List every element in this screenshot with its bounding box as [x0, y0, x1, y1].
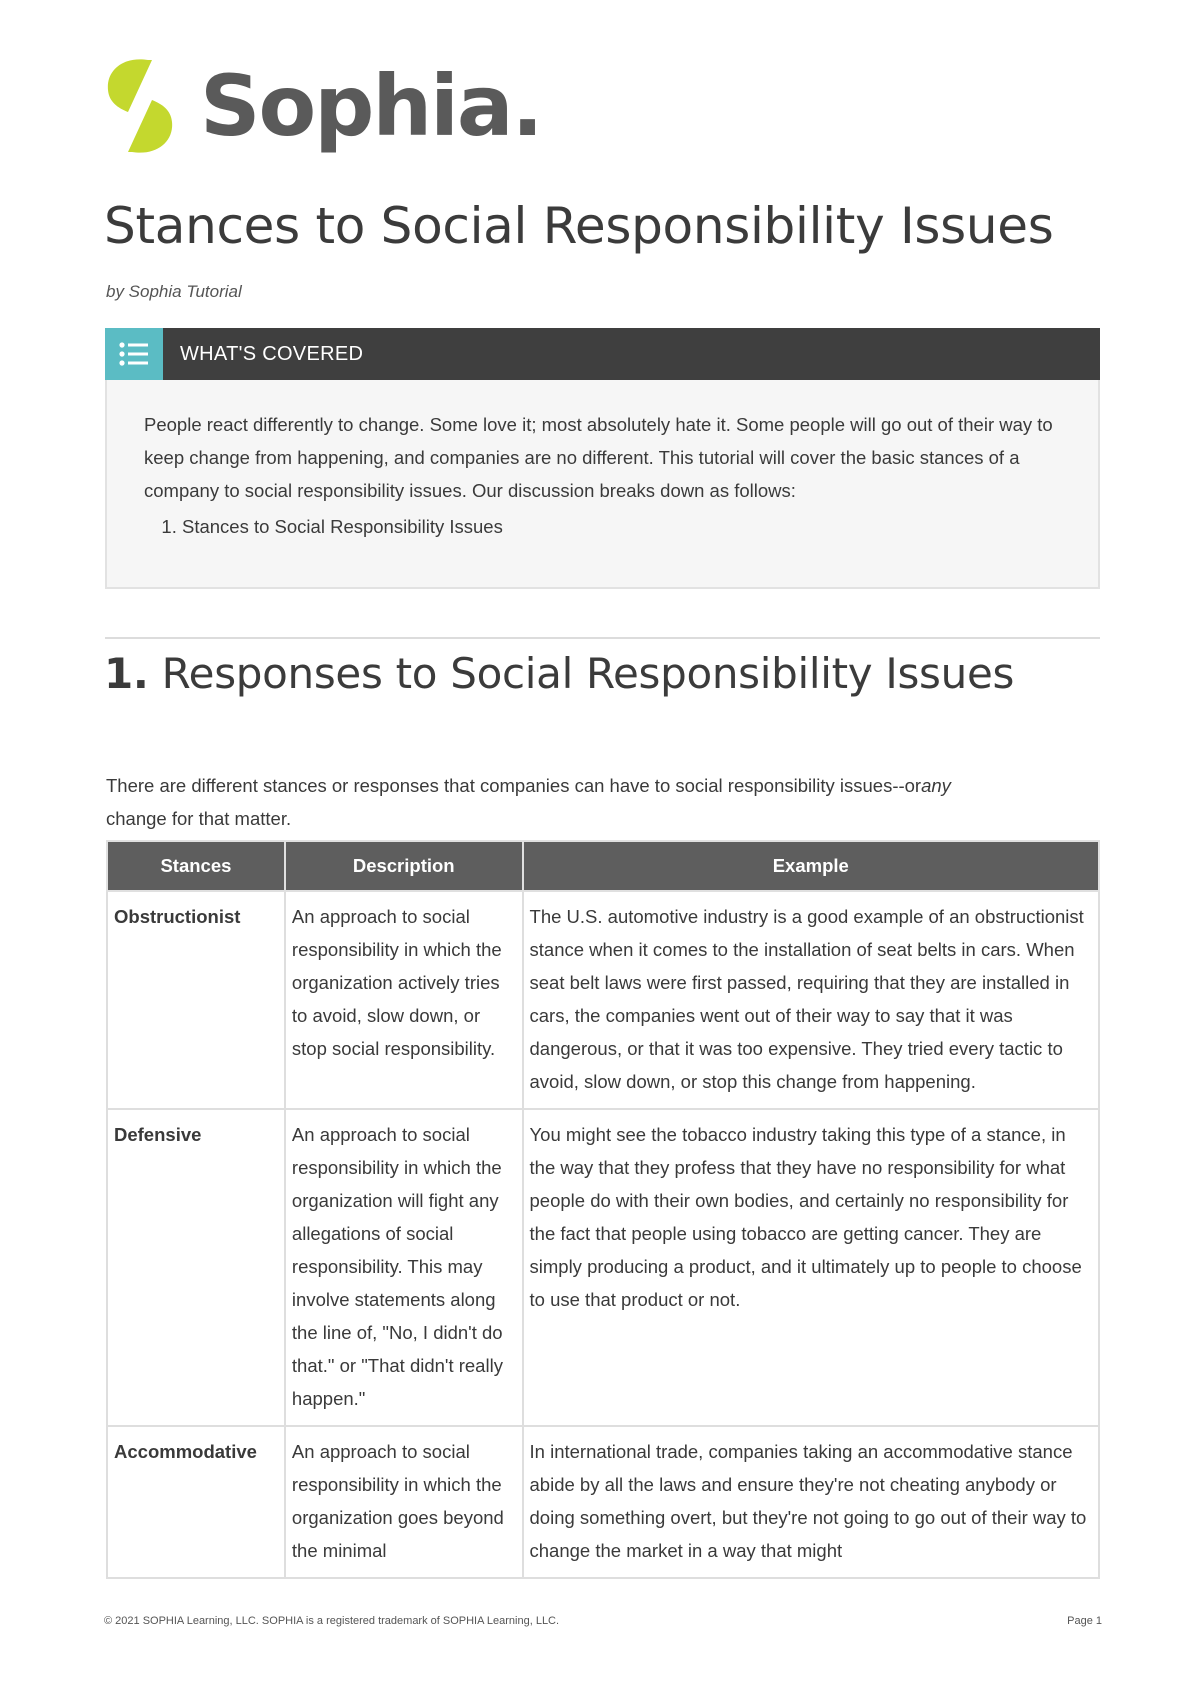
section-number: 1.: [104, 649, 149, 698]
table-header-row: [107, 841, 1099, 891]
covered-list-item: 1. Stances to Social Responsibility Issues: [182, 512, 1064, 542]
stance-cell: Accommodative: [107, 1426, 285, 1578]
stance-cell: Defensive: [107, 1109, 285, 1426]
stances-table: [106, 840, 1100, 1579]
section-divider: [105, 637, 1100, 639]
example-cell: The U.S. automotive industry is a good example of an obstructionist stance when it comes to the installation of seat belts in cars. When seat belt laws were first passed, requiring that they are installed in cars, the companies went out of their way to say that it was dangerous, or that it was too expensive. They tried every tactic to avoid, slow down, or stop this change from happening.: [523, 891, 1099, 1109]
column-header: Description: [285, 841, 523, 891]
example-cell: In international trade, companies taking an accommodative stance abide by all the laws and ensure they're not cheating anybody or doing something overt, but they're not going to go out of their way to change the market in a way that might: [523, 1426, 1099, 1578]
whats-covered-body: [144, 408, 1064, 542]
byline: by Sophia Tutorial: [106, 282, 242, 301]
section-title: Responses to Social Responsibility Issues: [161, 649, 1015, 698]
footer-copyright: © 2021 SOPHIA Learning, LLC. SOPHIA is a registered trademark of SOPHIA Learning, LLC.: [104, 1615, 560, 1627]
sophia-logo: [104, 56, 542, 156]
sophia-s-logo-icon: [104, 56, 176, 156]
example-cell: You might see the tobacco industry taking this type of a stance, in the way that they profess that they have no responsibility for what people do with their own bodies, and certainly no responsibility for the fact that people using tobacco are getting cancer. They are simply producing a product, and it ultimately up to people to choose to use that product or not.: [523, 1109, 1099, 1426]
stance-cell: Obstructionist: [107, 891, 285, 1109]
column-header: Example: [523, 841, 1099, 891]
document-title: Stances to Social Responsibility Issues: [104, 197, 1054, 255]
whats-covered-box: [105, 328, 1100, 589]
whats-covered-text: People react differently to change. Some love it; most absolutely hate it. Some people will go out of their way to keep change from happening, and companies are no different. This tutorial will cover the basic stances of a company to social responsibility issues. Our discussion breaks down as follows:: [144, 414, 1053, 501]
section-heading: [104, 649, 1014, 698]
list-icon: [105, 328, 163, 380]
table-row: [107, 1109, 1099, 1426]
table-row: [107, 891, 1099, 1109]
page-number: Page 1: [1067, 1615, 1102, 1627]
whats-covered-title: WHAT'S COVERED: [180, 343, 364, 365]
column-header: Stances: [107, 841, 285, 891]
table-row: [107, 1426, 1099, 1578]
section-intro: There are different stances or responses that companies can have to social responsibility issues--orany change for that matter.: [106, 774, 951, 829]
description-cell: An approach to social responsibility in which the organization will fight any allegations of social responsibility. This may involve statements along the line of, "No, I didn't do that." or "That didn't really happen.": [285, 1109, 523, 1426]
description-cell: An approach to social responsibility in which the organization actively tries to avoid, slow down, or stop social responsibility.: [285, 891, 523, 1109]
brand-wordmark: Sophia.: [200, 57, 542, 155]
whats-covered-header: [105, 328, 1100, 380]
covered-list: [144, 512, 1064, 542]
description-cell: An approach to social responsibility in which the organization goes beyond the minimal: [285, 1426, 523, 1578]
